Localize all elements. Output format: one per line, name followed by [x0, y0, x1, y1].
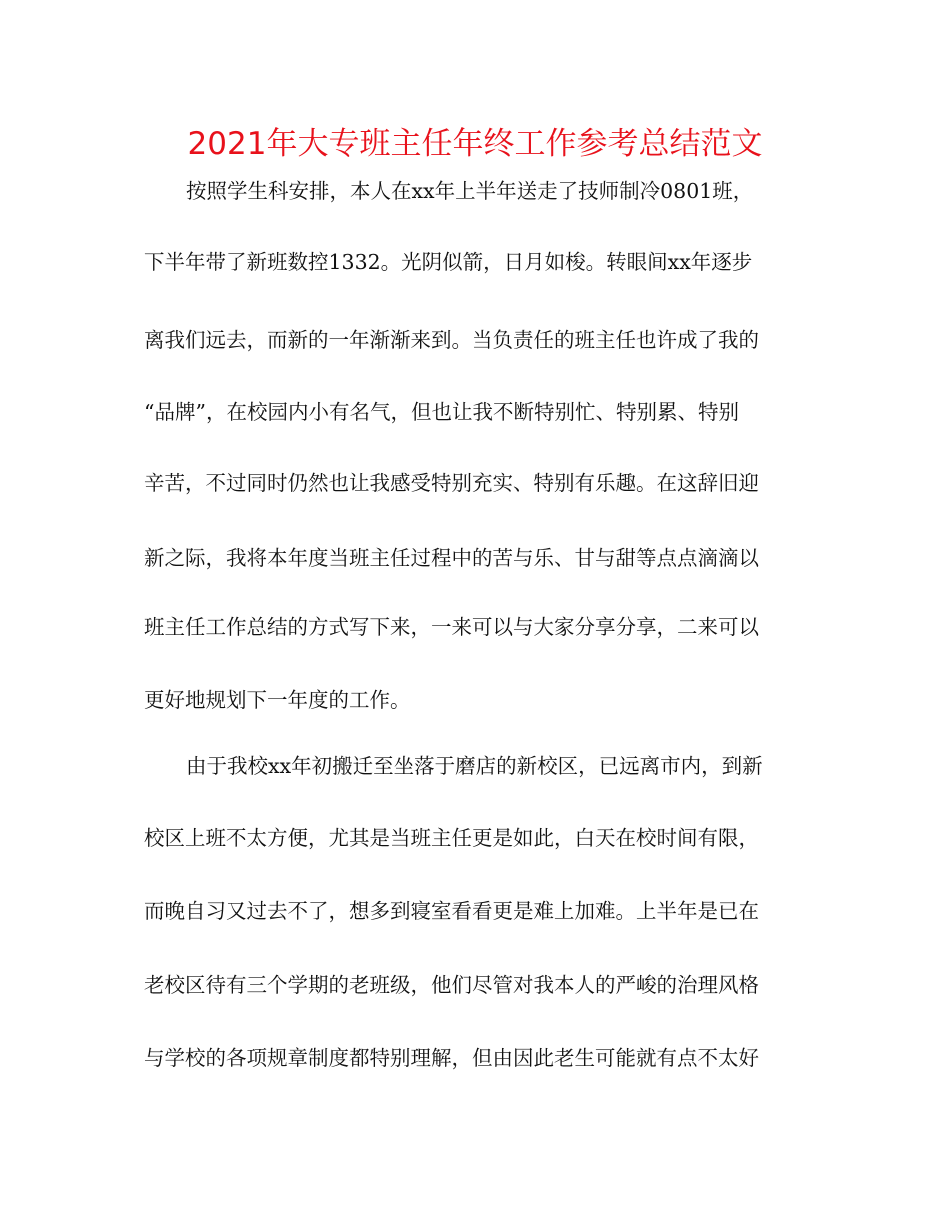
paragraph-line: 班主任工作总结的方式写下来，一来可以与大家分享分享，二来可以: [144, 615, 759, 639]
document-title: 2021年大专班主任年终工作参考总结范文: [187, 126, 763, 162]
paragraph-line: 离我们远去，而新的一年渐渐来到。当负责任的班主任也许成了我的: [144, 328, 759, 352]
paragraph-line: 与学校的各项规章制度都特别理解，但由因此老生可能就有点不太好: [144, 1046, 759, 1070]
paragraph-line: 新之际，我将本年度当班主任过程中的苦与乐、甘与甜等点点滴滴以: [144, 546, 759, 570]
paragraph-line: 下半年带了新班数控1332。光阴似箭，日月如梭。转眼间xx年逐步: [144, 250, 753, 274]
paragraph-line: 按照学生科安排，本人在xx年上半年送走了技师制冷0801班，: [186, 179, 754, 203]
paragraph-line: 老校区待有三个学期的老班级，他们尽管对我本人的严峻的治理风格: [144, 973, 759, 997]
paragraph-line: 更好地规划下一年度的工作。: [144, 688, 411, 712]
paragraph-line: 校区上班不太方便，尤其是当班主任更是如此，白天在校时间有限，: [144, 826, 759, 850]
paragraph-line: 由于我校xx年初搬迁至坐落于磨店的新校区，已远离市内，到新: [186, 754, 763, 778]
paragraph-line: 而晚自习又过去不了，想多到寝室看看更是难上加难。上半年是已在: [144, 899, 759, 923]
paragraph-line: “品牌”，在校园内小有名气，但也让我不断特别忙、特别累、特别: [144, 400, 739, 424]
paragraph-line: 辛苦，不过同时仍然也让我感受特别充实、特别有乐趣。在这辞旧迎: [144, 471, 759, 495]
